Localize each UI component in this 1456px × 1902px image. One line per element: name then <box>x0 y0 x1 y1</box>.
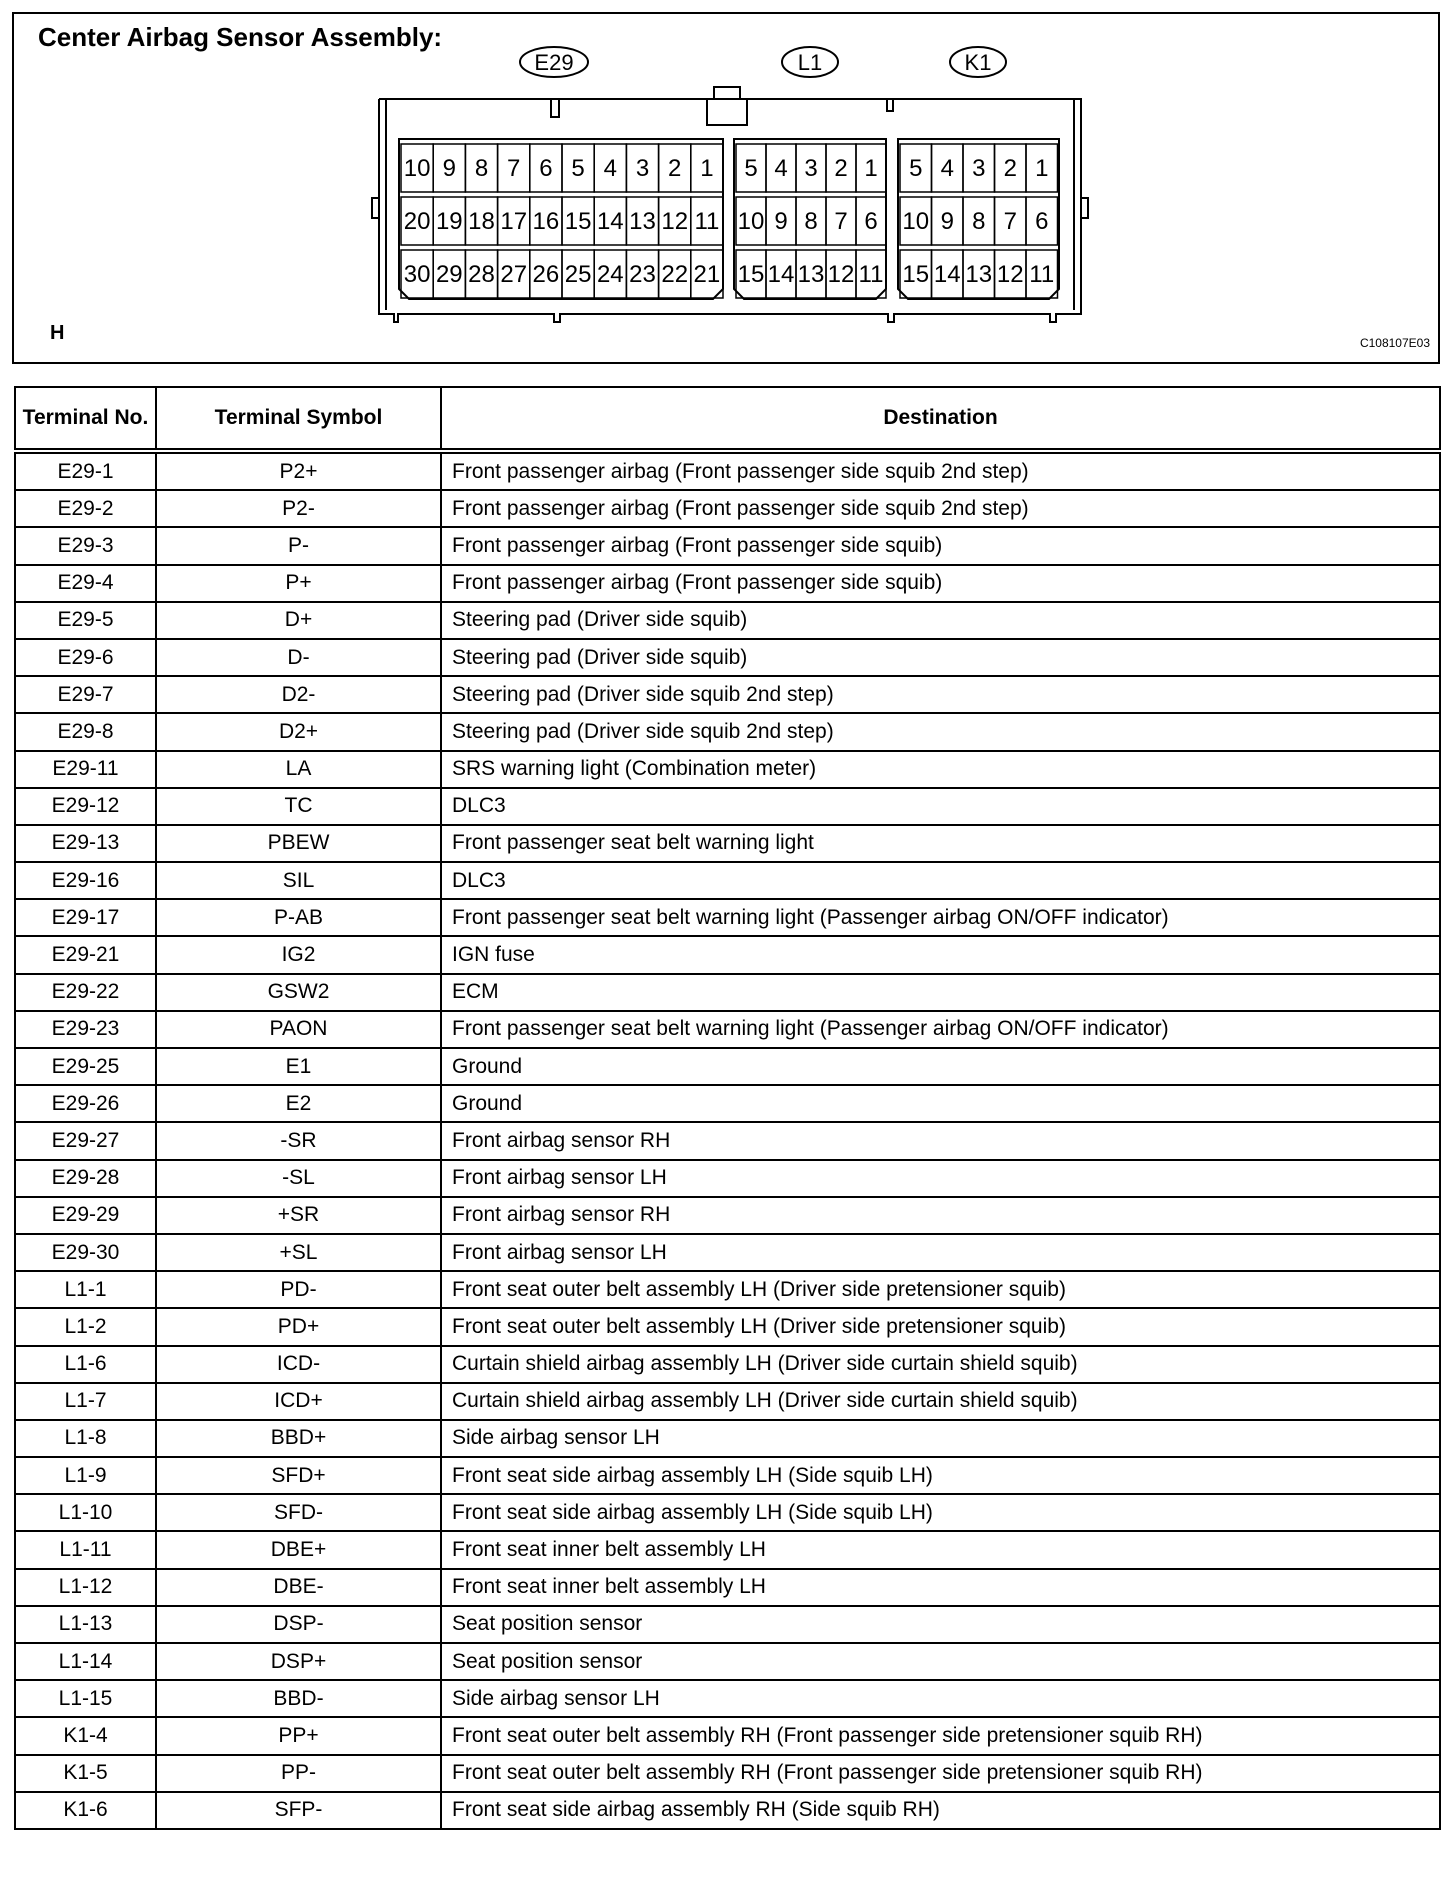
cell-terminal-no: E29-2 <box>15 490 156 527</box>
cell-terminal-symbol: ICD+ <box>156 1383 441 1420</box>
cell-terminal-no: L1-9 <box>15 1457 156 1494</box>
header-destination: Destination <box>441 387 1440 451</box>
cell-destination: Ground <box>441 1048 1440 1085</box>
pin-number: 16 <box>532 208 560 235</box>
cell-terminal-symbol: GSW2 <box>156 974 441 1011</box>
cell-terminal-no: E29-25 <box>15 1048 156 1085</box>
pin-number: 10 <box>403 155 431 182</box>
cell-destination: Front passenger airbag (Front passenger side squib) <box>441 527 1440 564</box>
cell-terminal-no: E29-21 <box>15 936 156 973</box>
cell-terminal-symbol: DSP+ <box>156 1643 441 1680</box>
cell-destination: Front passenger airbag (Front passenger side squib 2nd step) <box>441 451 1440 490</box>
connector-name-l1: L1 <box>797 50 823 75</box>
cell-destination: Front seat outer belt assembly LH (Driver side pretensioner squib) <box>441 1271 1440 1308</box>
pin-number: 13 <box>797 261 825 288</box>
cell-terminal-no: L1-7 <box>15 1383 156 1420</box>
table-row <box>15 1569 1440 1606</box>
table-row <box>15 825 1440 862</box>
pin-number: 3 <box>972 155 986 182</box>
pin-number: 8 <box>972 208 986 235</box>
table-row <box>15 490 1440 527</box>
cell-terminal-no: L1-15 <box>15 1680 156 1717</box>
pin-number: 6 <box>864 208 878 235</box>
cell-terminal-no: E29-17 <box>15 899 156 936</box>
table-row <box>15 751 1440 788</box>
cell-terminal-symbol: P2+ <box>156 451 441 490</box>
cell-terminal-no: L1-6 <box>15 1346 156 1383</box>
cell-terminal-symbol: P2- <box>156 490 441 527</box>
pin-number: 1 <box>864 155 878 182</box>
cell-terminal-no: E29-4 <box>15 565 156 602</box>
cell-terminal-symbol: PP- <box>156 1755 441 1792</box>
table-row <box>15 936 1440 973</box>
cell-destination: Side airbag sensor LH <box>441 1680 1440 1717</box>
pin-number: 28 <box>468 261 495 288</box>
pin-number: 9 <box>774 208 788 235</box>
pin-number: 6 <box>539 155 553 182</box>
cell-destination: Front seat inner belt assembly LH <box>441 1569 1440 1606</box>
pin-number: 2 <box>834 155 848 182</box>
pin-number: 7 <box>834 208 848 235</box>
pin-number: 15 <box>564 208 592 235</box>
cell-terminal-no: E29-12 <box>15 788 156 825</box>
cell-terminal-no: E29-28 <box>15 1160 156 1197</box>
pin-number: 20 <box>403 208 431 235</box>
cell-terminal-symbol: LA <box>156 751 441 788</box>
cell-terminal-no: E29-6 <box>15 639 156 676</box>
pin-number: 9 <box>442 155 456 182</box>
cell-destination: Front airbag sensor LH <box>441 1160 1440 1197</box>
cell-destination: Steering pad (Driver side squib 2nd step) <box>441 676 1440 713</box>
cell-terminal-symbol: E2 <box>156 1085 441 1122</box>
corner-label: H <box>50 322 65 344</box>
cell-terminal-no: L1-14 <box>15 1643 156 1680</box>
cell-terminal-symbol: DBE- <box>156 1569 441 1606</box>
table-row <box>15 1308 1440 1345</box>
pin-number: 19 <box>435 208 463 235</box>
cell-terminal-no: E29-16 <box>15 862 156 899</box>
pin-number: 30 <box>403 261 431 288</box>
pin-number: 4 <box>774 155 788 182</box>
pin-number: 1 <box>700 155 714 182</box>
cell-terminal-symbol: SFD+ <box>156 1457 441 1494</box>
cell-terminal-symbol: PD+ <box>156 1308 441 1345</box>
cell-terminal-no: E29-30 <box>15 1234 156 1271</box>
cell-destination: Front passenger airbag (Front passenger side squib 2nd step) <box>441 490 1440 527</box>
pin-number: 5 <box>744 155 758 182</box>
pin-number: 12 <box>827 261 855 288</box>
pin-number: 7 <box>507 155 521 182</box>
pin-number: 8 <box>804 208 818 235</box>
cell-destination: Front seat outer belt assembly RH (Front passenger side pretensioner squib RH) <box>441 1755 1440 1792</box>
connector-label-e29 <box>520 47 588 77</box>
pin-number: 3 <box>635 155 650 182</box>
cell-terminal-symbol: +SR <box>156 1197 441 1234</box>
cell-terminal-no: L1-2 <box>15 1308 156 1345</box>
pin-grids <box>401 144 1058 298</box>
pin-number: 17 <box>500 208 528 235</box>
connector-drawing <box>14 14 1438 362</box>
cell-terminal-no: E29-22 <box>15 974 156 1011</box>
cell-terminal-no: E29-3 <box>15 527 156 564</box>
cell-terminal-no: L1-10 <box>15 1494 156 1531</box>
header-terminal-no: Terminal No. <box>15 387 156 451</box>
cell-destination: Seat position sensor <box>441 1643 1440 1680</box>
pin-number: 14 <box>933 261 961 288</box>
table-row <box>15 862 1440 899</box>
table-row <box>15 899 1440 936</box>
cell-terminal-symbol: SFP- <box>156 1792 441 1829</box>
terminal-table <box>14 386 1441 1830</box>
pin-number: 21 <box>693 261 721 288</box>
table-row <box>15 1011 1440 1048</box>
cell-terminal-no: E29-8 <box>15 713 156 750</box>
pin-number: 10 <box>737 208 765 235</box>
cell-destination: DLC3 <box>441 788 1440 825</box>
connector-name-k1: K1 <box>964 50 992 75</box>
table-row <box>15 1643 1440 1680</box>
cell-terminal-no: E29-26 <box>15 1085 156 1122</box>
cell-terminal-no: L1-8 <box>15 1420 156 1457</box>
cell-destination: Front passenger airbag (Front passenger side squib) <box>441 565 1440 602</box>
pin-number: 15 <box>902 261 930 288</box>
pin-number: 4 <box>603 155 617 182</box>
pin-number: 26 <box>532 261 560 288</box>
cell-destination: Front airbag sensor LH <box>441 1234 1440 1271</box>
table-row <box>15 1680 1440 1717</box>
cell-terminal-symbol: E1 <box>156 1048 441 1085</box>
cell-terminal-symbol: D- <box>156 639 441 676</box>
cell-terminal-no: E29-11 <box>15 751 156 788</box>
cell-terminal-no: K1-6 <box>15 1792 156 1829</box>
pin-number: 6 <box>1035 208 1049 235</box>
cell-destination: Front seat outer belt assembly RH (Front passenger side pretensioner squib RH) <box>441 1717 1440 1754</box>
table-row <box>15 788 1440 825</box>
cell-destination: Curtain shield airbag assembly LH (Driver side curtain shield squib) <box>441 1346 1440 1383</box>
cell-terminal-no: L1-13 <box>15 1606 156 1643</box>
connector-label-l1 <box>782 47 838 77</box>
pin-number: 11 <box>858 261 884 288</box>
cell-terminal-no: E29-7 <box>15 676 156 713</box>
table-row <box>15 676 1440 713</box>
pin-number: 29 <box>435 261 463 288</box>
pin-number: 11 <box>694 208 720 235</box>
cell-terminal-symbol: D2- <box>156 676 441 713</box>
pin-number: 11 <box>1029 261 1055 288</box>
diagram-title: Center Airbag Sensor Assembly: <box>38 22 443 52</box>
table-row <box>15 1048 1440 1085</box>
cell-destination: Steering pad (Driver side squib) <box>441 602 1440 639</box>
cell-destination: Front seat side airbag assembly RH (Side squib RH) <box>441 1792 1440 1829</box>
cell-terminal-symbol: PD- <box>156 1271 441 1308</box>
cell-destination: Ground <box>441 1085 1440 1122</box>
cell-terminal-symbol: SIL <box>156 862 441 899</box>
connector-label-k1 <box>950 47 1006 77</box>
table-row <box>15 1457 1440 1494</box>
pin-number: 3 <box>804 155 818 182</box>
figure-code: C108107E03 <box>1359 336 1430 350</box>
pin-number: 8 <box>474 155 489 182</box>
table-row <box>15 1717 1440 1754</box>
cell-destination: ECM <box>441 974 1440 1011</box>
cell-destination: Curtain shield airbag assembly LH (Driver side curtain shield squib) <box>441 1383 1440 1420</box>
cell-destination: Front seat outer belt assembly LH (Driver side pretensioner squib) <box>441 1308 1440 1345</box>
pin-number: 13 <box>965 261 993 288</box>
cell-destination: Steering pad (Driver side squib) <box>441 639 1440 676</box>
pin-number: 14 <box>596 208 624 235</box>
table-header-row <box>15 387 1440 451</box>
cell-destination: Front passenger seat belt warning light <box>441 825 1440 862</box>
cell-terminal-symbol: SFD- <box>156 1494 441 1531</box>
pin-number: 2 <box>668 155 682 182</box>
table-row <box>15 1792 1440 1829</box>
table-row <box>15 639 1440 676</box>
cell-destination: Steering pad (Driver side squib 2nd step) <box>441 713 1440 750</box>
table-row <box>15 1085 1440 1122</box>
cell-destination: Side airbag sensor LH <box>441 1420 1440 1457</box>
cell-terminal-no: E29-29 <box>15 1197 156 1234</box>
cell-terminal-symbol: P-AB <box>156 899 441 936</box>
table-row <box>15 1531 1440 1568</box>
cell-terminal-symbol: IG2 <box>156 936 441 973</box>
cell-destination: IGN fuse <box>441 936 1440 973</box>
cell-terminal-symbol: D+ <box>156 602 441 639</box>
table-row <box>15 451 1440 490</box>
cell-terminal-symbol: P- <box>156 527 441 564</box>
table-row <box>15 1346 1440 1383</box>
table-row <box>15 1122 1440 1159</box>
pin-number: 12 <box>996 261 1024 288</box>
cell-terminal-no: E29-23 <box>15 1011 156 1048</box>
cell-destination: Front seat inner belt assembly LH <box>441 1531 1440 1568</box>
cell-destination: Front airbag sensor RH <box>441 1197 1440 1234</box>
cell-terminal-no: E29-13 <box>15 825 156 862</box>
pin-number: 24 <box>596 261 624 288</box>
cell-terminal-symbol: +SL <box>156 1234 441 1271</box>
cell-destination: Front passenger seat belt warning light (Passenger airbag ON/OFF indicator) <box>441 1011 1440 1048</box>
cell-destination: Front airbag sensor RH <box>441 1122 1440 1159</box>
cell-terminal-symbol: D2+ <box>156 713 441 750</box>
cell-terminal-symbol: PAON <box>156 1011 441 1048</box>
cell-destination: SRS warning light (Combination meter) <box>441 751 1440 788</box>
pin-number: 22 <box>661 261 689 288</box>
cell-terminal-no: K1-4 <box>15 1717 156 1754</box>
pin-number: 9 <box>940 208 954 235</box>
pin-number: 12 <box>661 208 689 235</box>
cell-terminal-no: K1-5 <box>15 1755 156 1792</box>
cell-destination: Front seat side airbag assembly LH (Side squib LH) <box>441 1494 1440 1531</box>
cell-terminal-no: E29-5 <box>15 602 156 639</box>
cell-terminal-symbol: BBD- <box>156 1680 441 1717</box>
table-body <box>15 451 1440 1829</box>
table-row <box>15 1755 1440 1792</box>
table-row <box>15 1494 1440 1531</box>
cell-terminal-no: L1-1 <box>15 1271 156 1308</box>
cell-terminal-symbol: TC <box>156 788 441 825</box>
cell-terminal-symbol: BBD+ <box>156 1420 441 1457</box>
cell-terminal-symbol: P+ <box>156 565 441 602</box>
table-row <box>15 1234 1440 1271</box>
pin-number: 23 <box>629 261 656 288</box>
table-row <box>15 1383 1440 1420</box>
pin-number: 14 <box>767 261 795 288</box>
table-row <box>15 1606 1440 1643</box>
pin-number: 10 <box>902 208 930 235</box>
cell-terminal-no: E29-1 <box>15 451 156 490</box>
pin-number: 25 <box>564 261 592 288</box>
cell-terminal-symbol: ICD- <box>156 1346 441 1383</box>
cell-destination: DLC3 <box>441 862 1440 899</box>
connector-diagram <box>12 12 1440 364</box>
pin-number: 27 <box>500 261 528 288</box>
pin-number: 15 <box>737 261 765 288</box>
table-row <box>15 602 1440 639</box>
cell-terminal-symbol: DSP- <box>156 1606 441 1643</box>
table-row <box>15 1197 1440 1234</box>
connector-name-e29: E29 <box>534 50 574 75</box>
cell-terminal-no: E29-27 <box>15 1122 156 1159</box>
pin-number: 13 <box>629 208 656 235</box>
table-row <box>15 713 1440 750</box>
pin-number: 2 <box>1003 155 1017 182</box>
cell-terminal-symbol: -SR <box>156 1122 441 1159</box>
pin-number: 18 <box>468 208 495 235</box>
table-row <box>15 1160 1440 1197</box>
cell-destination: Front passenger seat belt warning light (Passenger airbag ON/OFF indicator) <box>441 899 1440 936</box>
cell-terminal-no: L1-12 <box>15 1569 156 1606</box>
table-row <box>15 1420 1440 1457</box>
cell-terminal-symbol: PP+ <box>156 1717 441 1754</box>
cell-terminal-no: L1-11 <box>15 1531 156 1568</box>
pin-number: 7 <box>1003 208 1017 235</box>
pin-number: 5 <box>909 155 923 182</box>
cell-terminal-symbol: DBE+ <box>156 1531 441 1568</box>
cell-destination: Seat position sensor <box>441 1606 1440 1643</box>
pin-number: 4 <box>940 155 954 182</box>
table-row <box>15 565 1440 602</box>
cell-terminal-symbol: PBEW <box>156 825 441 862</box>
cell-destination: Front seat side airbag assembly LH (Side squib LH) <box>441 1457 1440 1494</box>
table-row <box>15 974 1440 1011</box>
table-row <box>15 1271 1440 1308</box>
cell-terminal-symbol: -SL <box>156 1160 441 1197</box>
table-row <box>15 527 1440 564</box>
pin-number: 1 <box>1035 155 1049 182</box>
header-terminal-symbol: Terminal Symbol <box>156 387 441 451</box>
pin-number: 5 <box>571 155 585 182</box>
